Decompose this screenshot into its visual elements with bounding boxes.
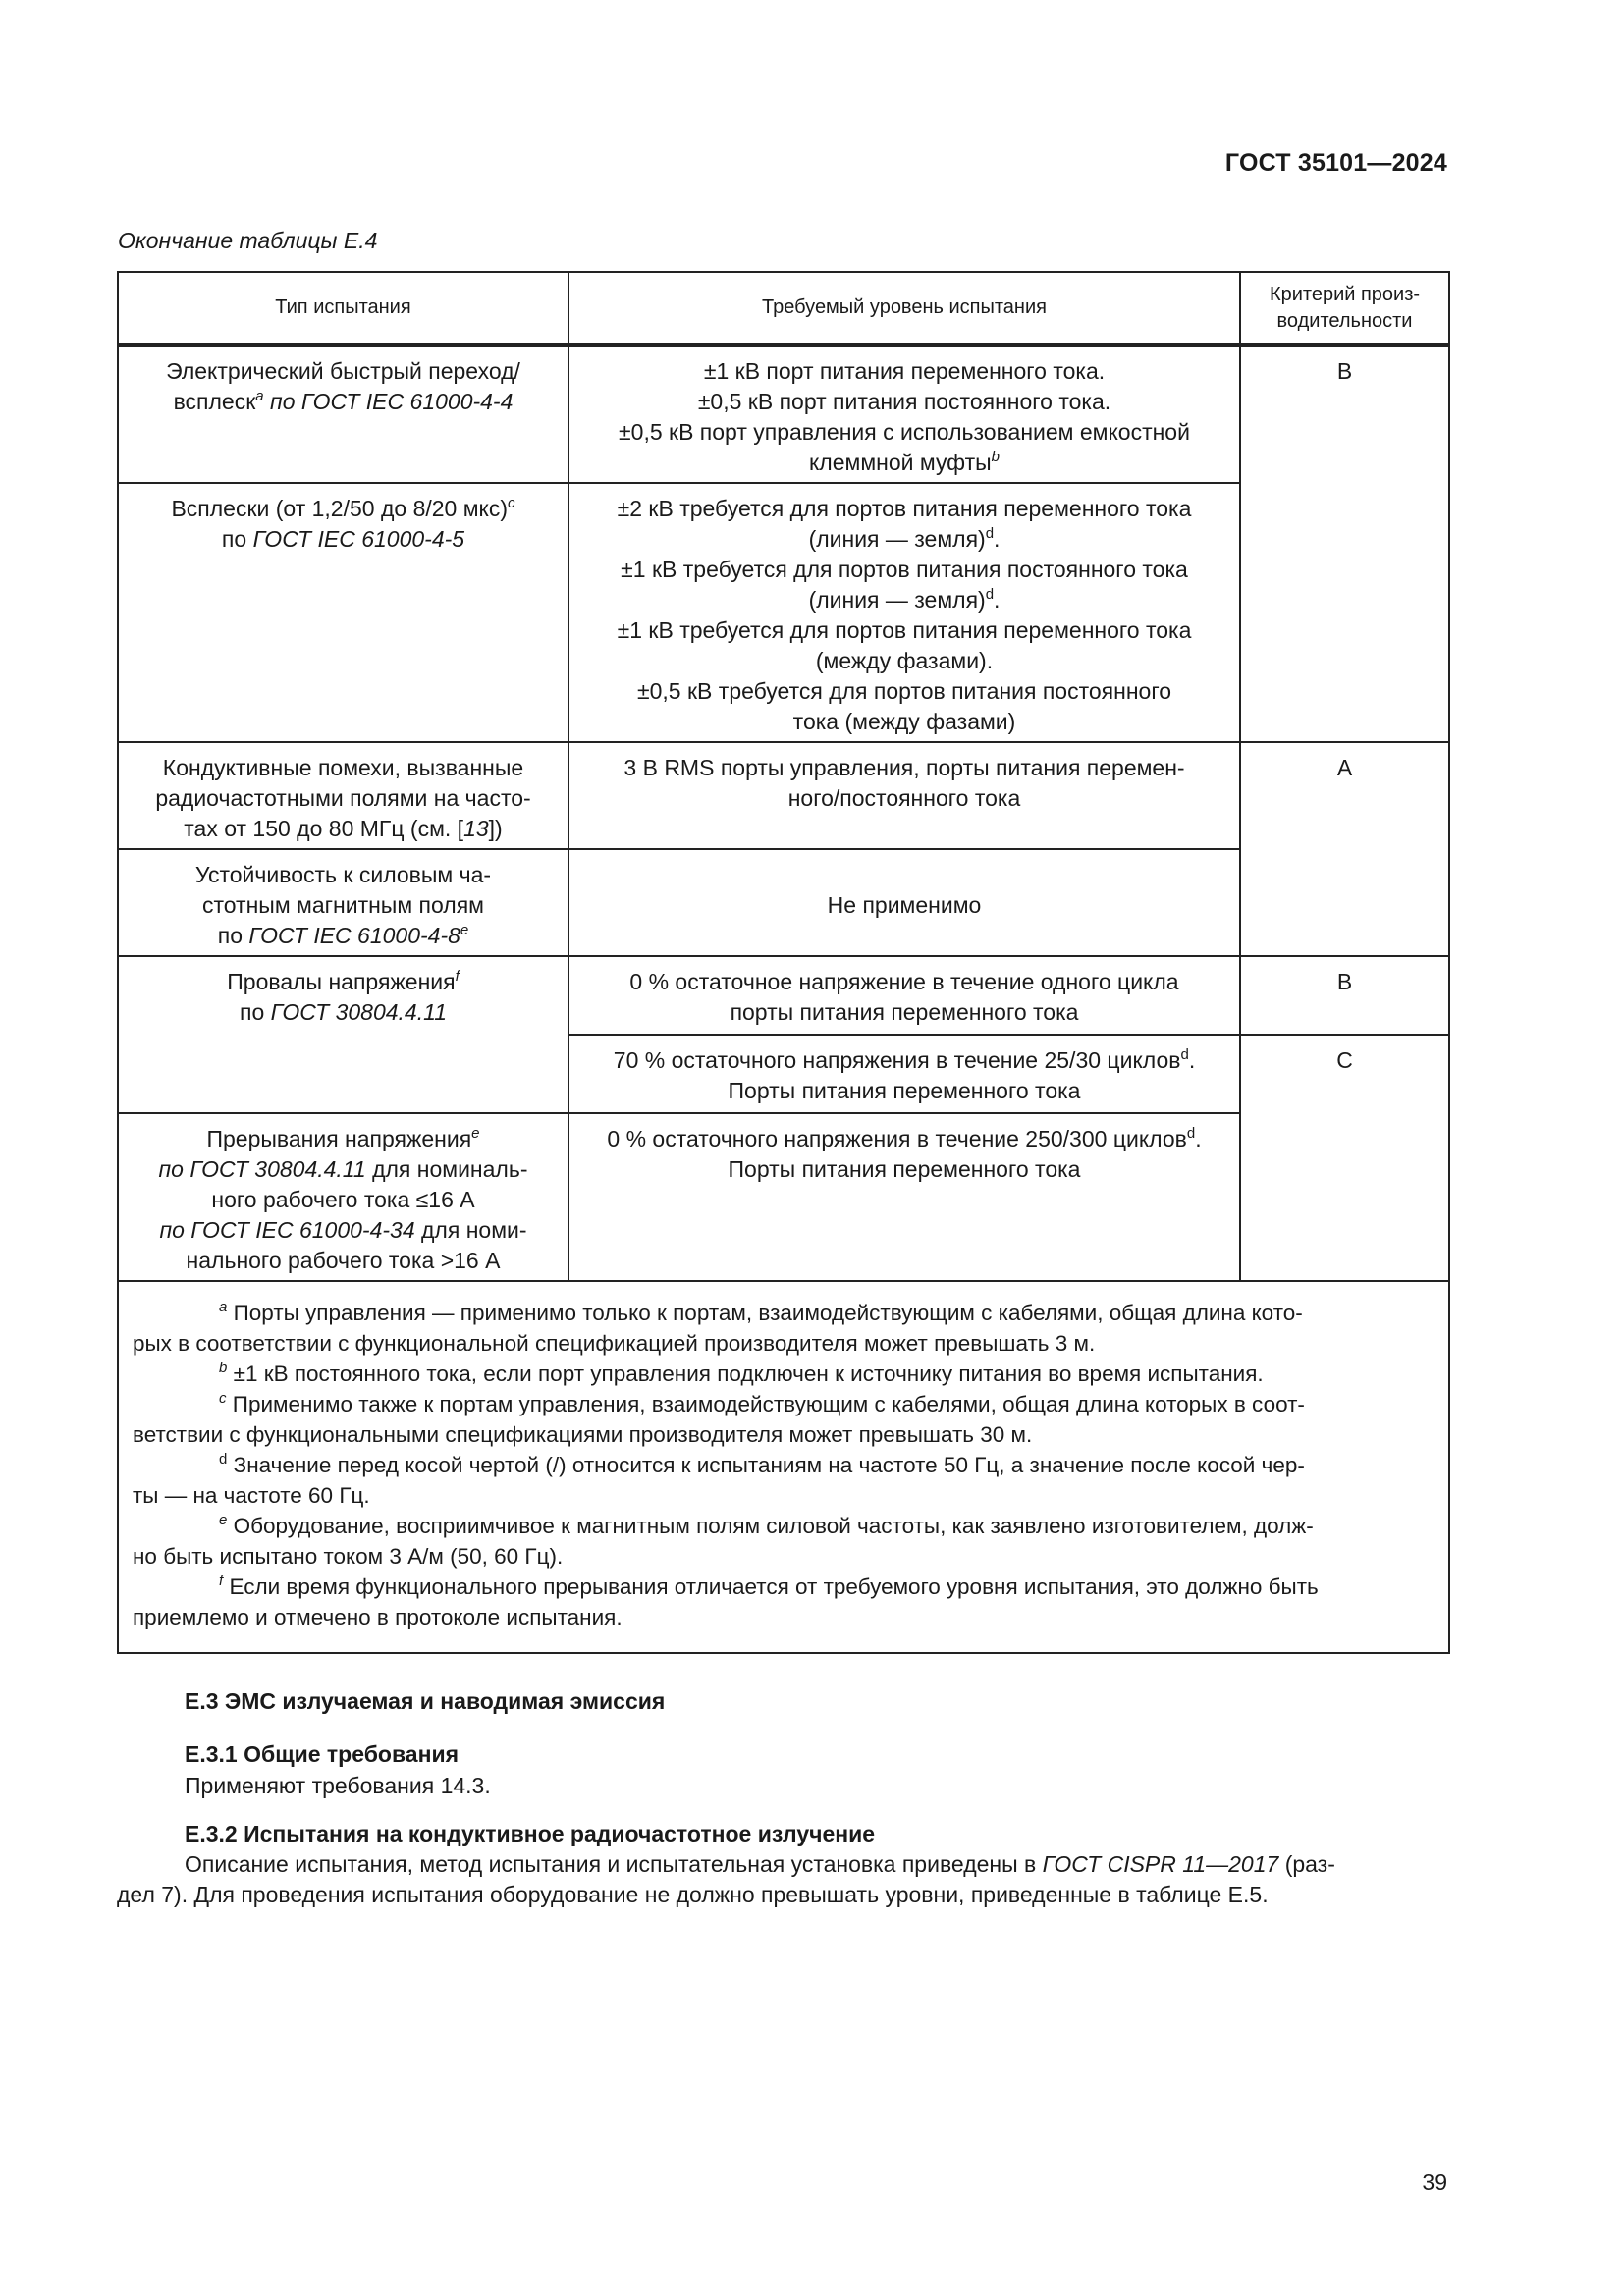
table-row <box>118 956 1449 1035</box>
footnote-e-cont: но быть испытано током 3 А/м (50, 60 Гц). <box>133 1544 564 1569</box>
test-level-cell: 0 % остаточное напряжение в течение одного цикла порты питания переменного тока <box>568 956 1240 1035</box>
test-type-cell: Всплески (от 1,2/50 до 8/20 мкс)$^c$ по ГОСТ IEC 61000-4-5 <box>118 483 568 742</box>
footnote-d: $^d$ Значение перед косой чертой (/) относится к испытаниям на частоте 50 Гц, а значение после косой чер- <box>219 1451 1305 1477</box>
criterion-cell: C <box>1240 1035 1449 1281</box>
test-levels-table <box>117 271 1450 1654</box>
table-footnotes-row <box>118 1281 1449 1653</box>
footnote-f: $^f$ Если время функционального прерывания отличается от требуемого уровня испытания, это должно быть <box>219 1573 1319 1599</box>
test-level-cell: ±2 кВ требуется для портов питания переменного тока (линия — земля)$^d$. ±1 кВ требуется для портов питания постоянного тока (линия — земля)$^d$. ±1 кВ требуется для портов питания переменного тока (между фазами). ±0,5 кВ требуется для портов питания постоянного тока (между фазами) <box>568 483 1240 742</box>
test-type-cell: Прерывания напряжения$^e$ по ГОСТ 30804.4.11 для номиналь- ного рабочего тока ≤16 А по ГОСТ IEC 61000-4-34 для номи- нального рабочего тока >16 А <box>118 1113 568 1281</box>
test-level-cell: Не применимо <box>568 849 1240 956</box>
table-header-row <box>118 272 1449 345</box>
document-code: ГОСТ 35101—2024 <box>1224 149 1447 177</box>
section-e32-text-line1: Описание испытания, метод испытания и испытательная установка приведены в ГОСТ CISPR 11—2017 (раз- <box>185 1851 1335 1877</box>
column-header-test-level: Требуемый уровень испытания <box>568 272 1240 345</box>
page-number: 39 <box>1422 2169 1447 2195</box>
test-type-cell: Устойчивость к силовым ча- стотным магнитным полям по ГОСТ IEC 61000-4-8e <box>118 849 568 956</box>
test-level-cell: 70 % остаточного напряжения в течение 25/30 циклов$^d$. Порты питания переменного тока <box>568 1035 1240 1113</box>
footnote-a-cont: рых в соответствии с функциональной спецификацией производителя может превышать 3 м. <box>133 1331 1096 1356</box>
test-level-cell: 3 В RMS порты управления, порты питания перемен- ного/постоянного тока <box>568 742 1240 849</box>
section-e3-heading: Е.3 ЭМС излучаемая и наводимая эмиссия <box>185 1688 666 1714</box>
test-type-cell: Кондуктивные помехи, вызванные радиочастотными полями на часто- тах от 150 до 80 МГц (см. [13]) <box>118 742 568 849</box>
table-row <box>118 345 1449 483</box>
table-row <box>118 742 1449 849</box>
criterion-cell: B <box>1240 345 1449 742</box>
section-e32-heading: Е.3.2 Испытания на кондуктивное радиочастотное излучение <box>185 1821 876 1846</box>
footnote-a: $^a$ Порты управления — применимо только к портам, взаимодействующим с кабелями, общая длина кото- <box>219 1299 1303 1325</box>
section-e31-heading: Е.3.1 Общие требования <box>185 1741 460 1767</box>
footnote-e: $^e$ Оборудование, восприимчивое к магнитным полям силовой частоты, как заявлено изготовителем, долж- <box>219 1512 1314 1538</box>
table-caption: Окончание таблицы Е.4 <box>118 228 378 253</box>
criterion-cell: A <box>1240 742 1449 956</box>
gost-cispr-ref: ГОСТ CISPR 11—2017 <box>1042 1851 1279 1877</box>
column-header-test-type: Тип испытания <box>118 272 568 345</box>
column-header-criterion: Критерий произ- водительности <box>1240 272 1449 345</box>
table-footnotes <box>118 1281 1449 1653</box>
section-e31-text: Применяют требования 14.3. <box>185 1773 491 1798</box>
footnote-c: $^c$ Применимо также к портам управления, взаимодействующим с кабелями, общая длина которых в соот- <box>219 1390 1305 1416</box>
test-level-cell: ±1 кВ порт питания переменного тока. ±0,5 кВ порт питания постоянного тока. ±0,5 кВ порт управления с использованием емкостной клеммной муфты$^b$ <box>568 345 1240 483</box>
footnote-c-cont: ветствии с функциональными спецификациями производителя может превышать 30 м. <box>133 1422 1033 1447</box>
criterion-cell: B <box>1240 956 1449 1035</box>
footnote-b: $^b$ ±1 кВ постоянного тока, если порт управления подключен к источнику питания во время испытания. <box>219 1360 1264 1386</box>
test-type-cell: Провалы напряжения$^f$ по ГОСТ 30804.4.11 <box>118 956 568 1113</box>
test-level-cell: 0 % остаточного напряжения в течение 250/300 циклов$^d$. Порты питания переменного тока <box>568 1113 1240 1281</box>
footnote-d-cont: ты — на частоте 60 Гц. <box>133 1483 370 1508</box>
test-type-cell: Электрический быстрый переход/ всплеск$^a$ по ГОСТ IEC 61000-4-4 <box>118 345 568 483</box>
footnote-f-cont: приемлемо и отмечено в протоколе испытания. <box>133 1605 623 1629</box>
section-e32-text-line2: дел 7). Для проведения испытания оборудование не должно превышать уровни, приведенные в таблице Е.5. <box>117 1882 1269 1907</box>
